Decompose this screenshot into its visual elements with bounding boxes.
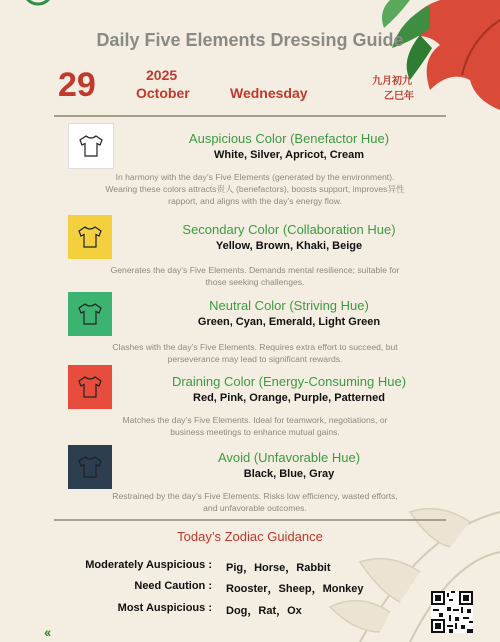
lunar-date: 九月初九 — [372, 76, 412, 87]
desc-line: business meetings to enhance mutual gains. — [170, 427, 340, 437]
zodiac-title: Today’s Zodiac Guidance — [177, 529, 323, 544]
item-colors: Green, Cyan, Emerald, Light Green — [197, 316, 381, 328]
swatch-avoid — [68, 445, 112, 489]
tshirt-icon — [77, 225, 103, 249]
desc-line: perseverance may lead to significant rewards. — [167, 354, 343, 364]
zodiac-value-most: Dog，Rat，Ox — [226, 605, 302, 617]
item-description — [62, 490, 448, 514]
item-title: Neutral Color (Striving Hue) — [209, 298, 369, 313]
brand-logo-icon — [18, 0, 58, 14]
item-colors: Red, Pink, Orange, Purple, Patterned — [193, 392, 385, 404]
desc-line: and unfavorable outcomes. — [203, 503, 307, 513]
desc-line: Restrained by the day’s Five Elements. Risks low efficiency, wasted efforts, — [112, 491, 398, 501]
item-description — [62, 341, 448, 365]
item-title: Avoid (Unfavorable Hue) — [217, 450, 361, 465]
desc-line: those seeking challenges. — [205, 277, 305, 287]
tshirt-icon — [78, 134, 104, 158]
zodiac-label-moderate: Moderately Auspicious : — [85, 559, 212, 571]
header-divider — [54, 115, 446, 117]
tshirt-icon — [77, 455, 103, 479]
swatch-auspicious — [68, 123, 114, 169]
qr-code-icon[interactable] — [431, 591, 473, 633]
tshirt-icon — [77, 302, 103, 326]
swatch-secondary — [68, 215, 112, 259]
item-description — [62, 414, 448, 438]
zodiac-divider — [54, 519, 446, 521]
item-title: Draining Color (Energy-Consuming Hue) — [171, 374, 407, 389]
page-title: Daily Five Elements Dressing Guide — [96, 30, 404, 50]
date-month: October — [136, 85, 190, 101]
zodiac-label-caution: Need Caution : — [134, 580, 212, 592]
date-weekday: Wednesday — [230, 85, 308, 101]
item-description — [62, 171, 448, 207]
item-colors: White, Silver, Apricot, Cream — [214, 149, 364, 161]
item-colors: Yellow, Brown, Khaki, Beige — [215, 240, 363, 252]
tshirt-icon — [77, 375, 103, 399]
swatch-draining — [68, 365, 112, 409]
item-description — [62, 264, 448, 288]
desc-line: rapport, and aligns with the day’s energy flow. — [168, 196, 342, 206]
desc-line: In harmony with the day’s Five Elements (generated by the environment). — [115, 172, 395, 182]
desc-line: Wearing these colors attracts贵人 (benefactors), boosts support, improves异性 — [105, 184, 405, 194]
desc-line: Generates the day’s Five Elements. Demands mental resilience; suitable for — [110, 265, 400, 275]
item-colors: Black, Blue, Gray — [243, 468, 335, 480]
item-title: Secondary Color (Collaboration Hue) — [182, 222, 396, 237]
date-day: 29 — [58, 66, 96, 104]
desc-line: Matches the day’s Five Elements. Ideal for teamwork, negotiations, or — [122, 415, 388, 425]
swatch-neutral — [68, 292, 112, 336]
zodiac-label-most: Most Auspicious : — [117, 602, 212, 614]
date-year: 2025 — [146, 67, 178, 83]
zodiac-value-moderate: Pig，Horse，Rabbit — [226, 562, 331, 574]
lunar-year: 乙巳年 — [384, 91, 414, 102]
desc-line: Clashes with the day’s Five Elements. Requires extra effort to succeed, but — [112, 342, 398, 352]
item-title: Auspicious Color (Benefactor Hue) — [188, 131, 390, 146]
zodiac-value-caution: Rooster，Sheep，Monkey — [226, 583, 364, 595]
double-chevron-left-icon: ‹‹ — [44, 624, 50, 640]
